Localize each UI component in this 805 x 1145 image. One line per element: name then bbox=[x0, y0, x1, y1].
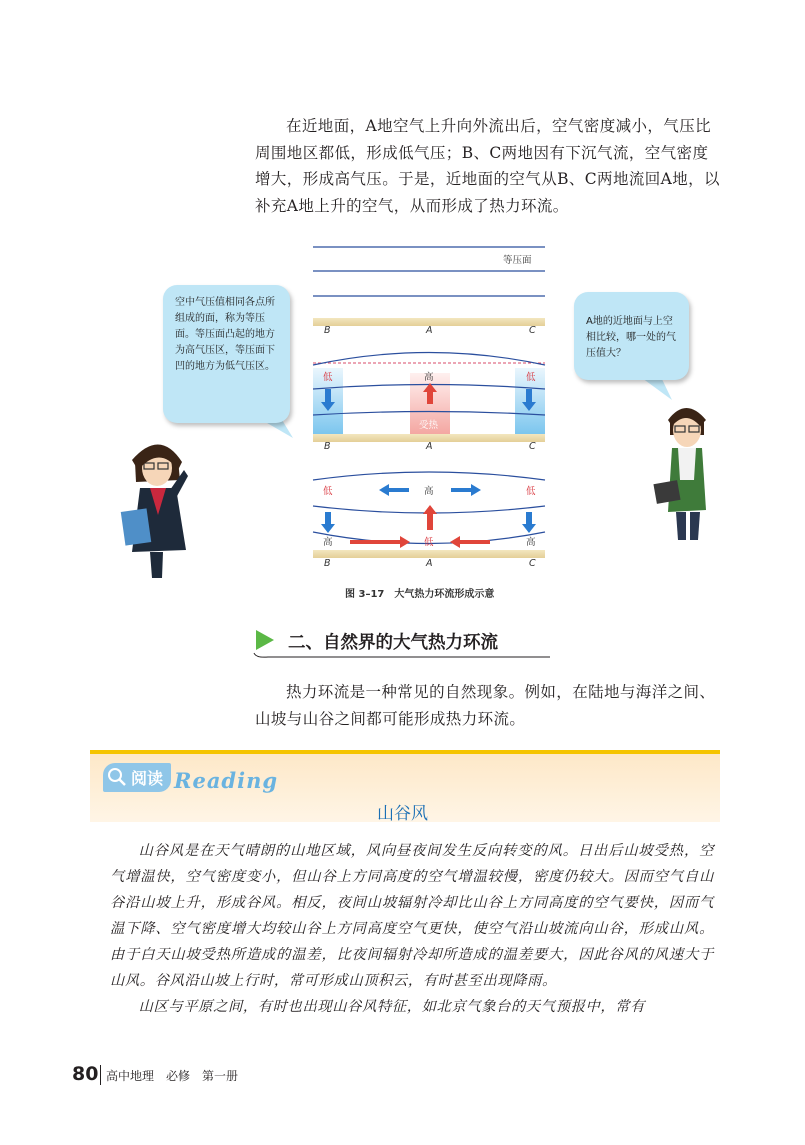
inflow-arrow-left bbox=[350, 536, 410, 548]
thermal-circulation-figure bbox=[0, 230, 805, 610]
page-number: 80 bbox=[72, 1063, 99, 1085]
isobar-label: 等压面 bbox=[503, 255, 532, 266]
downward-arrow bbox=[522, 512, 536, 533]
point-b-label: B bbox=[324, 441, 331, 452]
inflow-arrow-right bbox=[450, 536, 490, 548]
point-a-label: A bbox=[426, 325, 433, 336]
definition-bubble: 空中气压值相同各点所组成的面，称为等压面。等压面凸起的地方为高气压区，等压面下凹的地方为低气压区。 bbox=[163, 285, 290, 423]
section-paragraph: 热力环流是一种常见的自然现象。例如，在陆地与海洋之间、山坡与山谷之间都可能形成热力环流。 bbox=[255, 683, 716, 728]
heated-label: 受热 bbox=[419, 420, 439, 431]
point-c-label: C bbox=[529, 558, 536, 569]
high-label: 高 bbox=[424, 486, 434, 497]
section-heading: 二、自然界的大气热力环流 bbox=[288, 633, 498, 653]
reading-paragraph: 山谷风是在天气晴朗的山地区域，风向昼夜间发生反向转变的风。日出后山坡受热，空气增温快，空气密度变小，但山谷上方同高度的空气增温较慢，密度仍较大。因而空气自山谷沿山坡上升，形成谷风。相反，夜间山坡辐射冷却比山谷上方同高度的空气要快，因而气温下降、空气密度增大均较山谷上方同高度空气更快，使空气沿山坡流向山谷，形成山风。由于白天山坡受热所造成的温差，比夜间辐射冷却所造成的温差要大，因此谷风的风速大于山风。谷风沿山坡上行时，常可形成山顶积云，有时甚至出现降雨。 bbox=[110, 843, 714, 989]
diagram-svg bbox=[0, 230, 805, 610]
high-label: 高 bbox=[323, 537, 333, 548]
student-illustration bbox=[653, 408, 706, 540]
low-label: 低 bbox=[526, 486, 536, 497]
high-label: 高 bbox=[424, 372, 434, 383]
book-title: 高中地理 必修 第一册 bbox=[106, 1069, 239, 1083]
point-a-label: A bbox=[426, 441, 433, 452]
point-a-label: A bbox=[426, 558, 433, 569]
footer-divider bbox=[100, 1065, 101, 1085]
low-label: 低 bbox=[323, 372, 333, 383]
figure-caption: 图 3–17 大气热力环流形成示意 bbox=[345, 589, 495, 600]
reading-label-en: Reading bbox=[174, 768, 279, 793]
low-label: 低 bbox=[526, 372, 536, 383]
point-b-label: B bbox=[324, 558, 331, 569]
ground-strip bbox=[313, 550, 545, 558]
question-bubble: A地的近地面与上空相比较，哪一处的气压值大？ bbox=[574, 292, 689, 380]
magnifier-icon bbox=[107, 767, 127, 787]
isobar-line bbox=[313, 472, 545, 480]
low-label: 低 bbox=[323, 486, 333, 497]
upward-arrow bbox=[423, 505, 437, 530]
intro-paragraph: 在近地面，A地空气上升向外流出后，空气密度减小，气压比周围地区都低，形成低气压；B、C两地因有下沉气流，空气密度增大，形成高气压。于是，近地面的空气从B、C两地流回A地，以补充A地上升的空气，从而形成了热力环流。 bbox=[255, 117, 720, 215]
reading-title: 山谷风 bbox=[377, 804, 428, 824]
teacher-illustration bbox=[121, 444, 188, 578]
point-c-label: C bbox=[529, 441, 536, 452]
reading-body bbox=[110, 838, 714, 1020]
point-b-label: B bbox=[324, 325, 331, 336]
triangle-bullet-icon bbox=[256, 630, 274, 650]
section-heading-block bbox=[252, 626, 552, 660]
downward-arrow bbox=[321, 512, 335, 533]
point-c-label: C bbox=[529, 325, 536, 336]
right-flow-arrow bbox=[451, 484, 481, 496]
low-label: 低 bbox=[424, 537, 434, 548]
reading-label: 阅读 bbox=[103, 763, 171, 792]
left-flow-arrow bbox=[379, 484, 409, 496]
reading-paragraph: 山区与平原之间，有时也出现山谷风特征，如北京气象台的天气预报中，常有 bbox=[138, 999, 646, 1015]
high-label: 高 bbox=[526, 537, 536, 548]
